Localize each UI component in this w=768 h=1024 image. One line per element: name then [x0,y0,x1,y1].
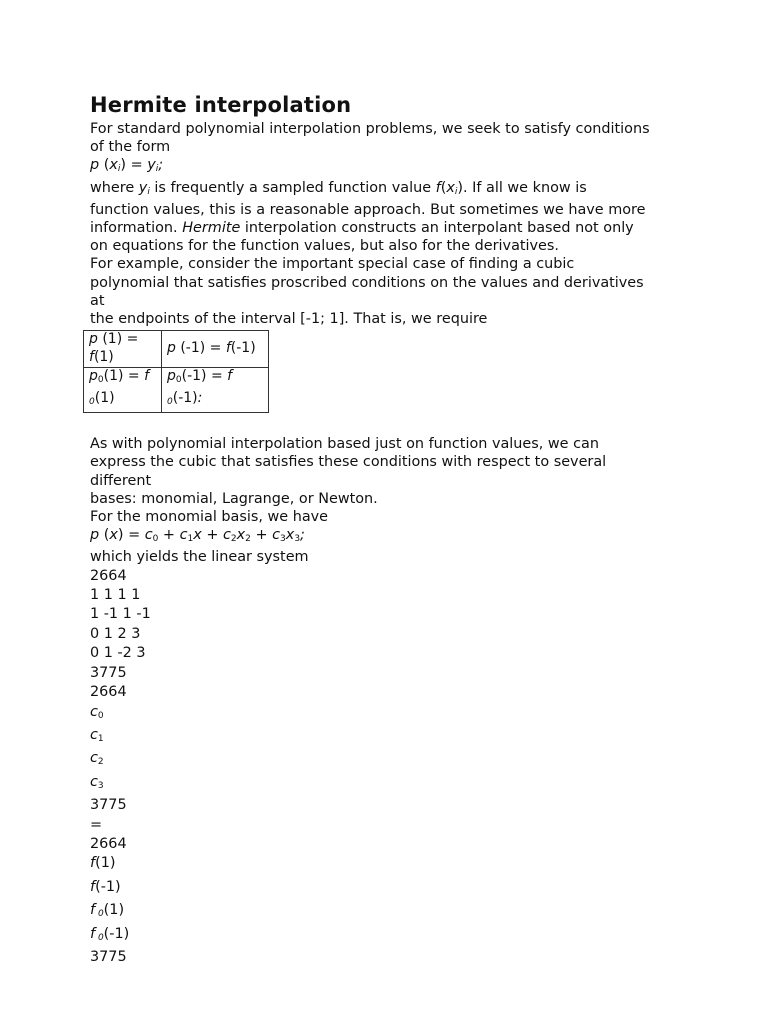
text-line: the endpoints of the interval [-1; 1]. That is, we require [90,311,488,328]
coefficient: $c_0$ [90,703,104,721]
text-line: on equations for the function values, but also for the derivatives. [90,238,559,255]
text-line: which yields the linear system [90,549,309,566]
coefficient: $c_2$ [90,750,104,768]
document-page [90,92,690,967]
text-line: For standard polynomial interpolation problems, we seek to satisfy conditions [90,121,650,137]
matrix-row: 1 -1 1 -1 [90,606,151,623]
equation-monomial-poly: p $(x) = c_0 + c_1x + c_2x_2 + c_3x_3$; [90,527,305,545]
matrix-row: 0 1 2 3 [90,625,141,642]
equals-sign: = [90,816,103,833]
table-cell: $p_0(-1) = f$ $_0$(-1): [162,368,269,413]
table-row [84,331,269,368]
text-line: express the cubic that satisfies these conditions with respect to several [90,454,607,471]
table-cell: $p_0(1) = f$ $_0$(1) [84,368,162,413]
bases-paragraph [90,435,690,566]
matrix-row: 1 1 1 1 [90,587,141,604]
rhs-value: f $_0$(-1) [90,925,130,943]
rhs-value: f(1) [90,855,116,872]
bracket-open: 2664 [90,835,127,852]
text-line: function values, this is a reasonable approach. But sometimes we have more [90,201,646,218]
text-line: where $y_i$ is frequently a sampled function value $f(x_i)$. If all we know is [90,179,587,197]
linear-system [90,567,690,968]
table-cell: p (1) = f(1) [84,331,162,368]
text-line: As with polynomial interpolation based just on function values, we can [90,436,599,453]
page-title: Hermite interpolation [90,93,352,117]
bracket-close: 3775 [90,948,127,965]
coefficient: $c_3$ [90,773,104,791]
coefficient: $c_1$ [90,726,104,744]
bracket-open: 2664 [90,684,127,701]
text-line: different [90,472,152,489]
rhs-value: f(-1) [90,878,121,895]
bracket-close: 3775 [90,797,127,814]
text-line: bases: monomial, Lagrange, or Newton. [90,490,378,507]
text-line: For example, consider the important special case of finding a cubic [90,256,575,273]
table-cell: p (-1) = f(-1) [162,331,269,368]
bracket-open: 2664 [90,567,127,584]
text-line: polynomial that satisfies proscribed conditions on the values and derivatives [90,274,644,291]
intro-paragraph [90,120,690,255]
bracket-close: 3775 [90,664,127,681]
text-line: information. Hermite interpolation constructs an interpolant based not only [90,220,634,237]
text-line: For the monomial basis, we have [90,509,329,526]
table-row [84,368,269,413]
rhs-value: f $_0$(1) [90,902,125,920]
conditions-table [83,330,269,413]
paragraph-gap [90,413,690,435]
text-line: of the form [90,139,171,156]
text-line: at [90,292,105,309]
example-paragraph [90,255,690,328]
equation-pxi-yi: p $(x_i) = y_i$; [90,157,164,175]
matrix-row: 0 1 -2 3 [90,645,146,662]
